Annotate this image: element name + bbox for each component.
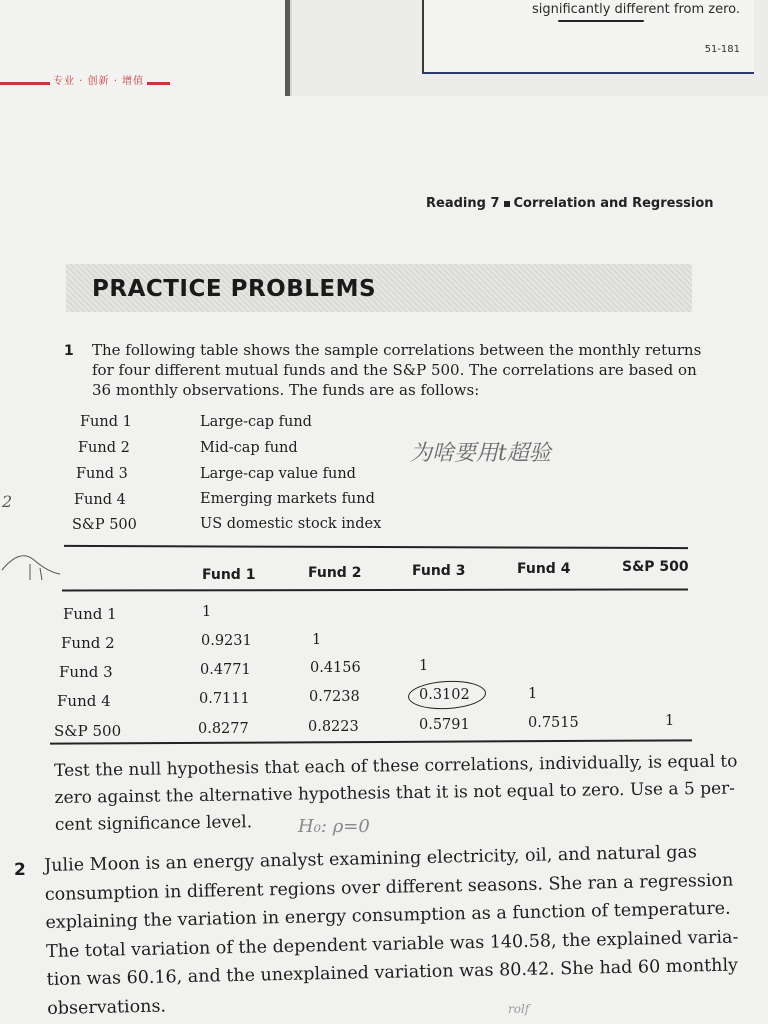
problem-2-line: explaining the variation in energy consumption as a function of temperature. [45,898,731,933]
margin-sketch [0,540,70,610]
table-cell: 1 [202,604,212,620]
background-paper-left [0,0,285,100]
handwritten-circle [407,679,486,711]
chinese-handwritten-note: 为啥要用t超验 [410,441,551,466]
row-label: Fund 3 [59,663,113,681]
table-cell: 1 [665,713,675,729]
background-paper-inner [422,0,754,74]
running-header [426,196,714,211]
problem-2-text [44,837,757,1023]
intro-line: The following table shows the sample correlations between the monthly returns [92,341,702,359]
fund-code: Fund 2 [78,440,130,456]
problem-2-line: Julie Moon is an energy analyst examining electricity, oil, and natural gas [44,842,698,876]
table-cell: 0.4156 [310,660,361,676]
table-cell: 0.8223 [308,719,359,735]
sketch-curve [2,556,60,574]
header-separator [504,201,510,207]
table-cell: 0.8277 [198,721,249,737]
fund-code: Fund 3 [76,466,128,482]
problem-2-line: The total variation of the dependent variable was 140.58, the explained varia- [45,926,739,962]
column-header: Fund 2 [308,565,362,581]
table-cell: 0.7238 [309,689,360,705]
problem-1-intro [92,340,702,400]
table-cell: 1 [312,632,322,648]
question-line: zero against the alternative hypothesis that it is not equal to zero. Use a 5 per- [54,778,736,808]
row-label: Fund 1 [63,605,117,623]
row-label: Fund 4 [57,692,111,710]
problem-1-question [54,748,755,839]
table-header-rule [62,588,688,591]
bottom-scribble: rolf [508,1002,530,1016]
table-cell: 0.4771 [200,662,251,678]
fund-desc: Emerging markets fund [200,491,375,507]
table-cell: 0.3102 [419,687,470,703]
table-bottom-rule [50,739,692,744]
section-title: PRACTICE PROBLEMS [92,276,377,302]
problem-2-line: observations. [47,995,167,1019]
hypothesis-handwritten-note: H₀: ρ=0 [298,816,370,837]
problem-2-line: tion was 60.16, and the unexplained variation was 80.42. She had 60 monthly [46,955,739,990]
table-cell: 0.5791 [419,717,470,733]
column-header: S&P 500 [622,559,689,575]
fund-code: Fund 4 [74,492,126,508]
question-line: cent significance level. [54,812,253,835]
row-label: Fund 2 [61,634,115,652]
margin-mark: 2 [2,492,13,511]
fund-code: S&P 500 [72,517,137,533]
table-top-rule [64,545,688,549]
column-header: Fund 3 [412,563,466,579]
publisher-stamp: 专业 · 创新 · 增值 [50,72,147,87]
table-cell: 0.7515 [528,715,579,731]
table-cell: 1 [419,658,429,674]
problem-1-number: 1 [64,343,74,359]
fund-code: Fund 1 [80,414,132,430]
problem-2-line: consumption in different regions over different seasons. She ran a regression [44,870,734,905]
fund-desc: Large-cap fund [200,414,312,430]
table-cell: 0.7111 [199,691,250,707]
table-cell: 1 [528,686,538,702]
textbook-page [0,96,768,1024]
intro-line: for four different mutual funds and the S&P 500. The correlations are based on [92,361,697,379]
page-number: 51-181 [704,44,740,55]
background-paper-right [290,0,768,100]
fund-desc: Mid-cap fund [200,440,298,456]
column-header: Fund 4 [517,561,571,577]
column-header: Fund 1 [202,567,256,583]
problem-2-number: 2 [14,860,26,880]
question-line: Test the null hypothesis that each of these correlations, individually, is equal to [54,751,738,781]
fund-desc: Large-cap value fund [200,466,356,482]
sketch-lines [30,564,42,580]
intro-line: 36 monthly observations. The funds are as follows: [92,381,480,399]
significance-note: significantly different from zero. [531,2,740,17]
reading-label: Reading 7 [426,196,500,211]
table-cell: 0.9231 [201,633,252,649]
handwritten-underline [558,20,644,22]
fund-desc: US domestic stock index [200,516,382,532]
reading-title: Correlation and Regression [513,196,714,211]
row-label: S&P 500 [54,722,122,740]
